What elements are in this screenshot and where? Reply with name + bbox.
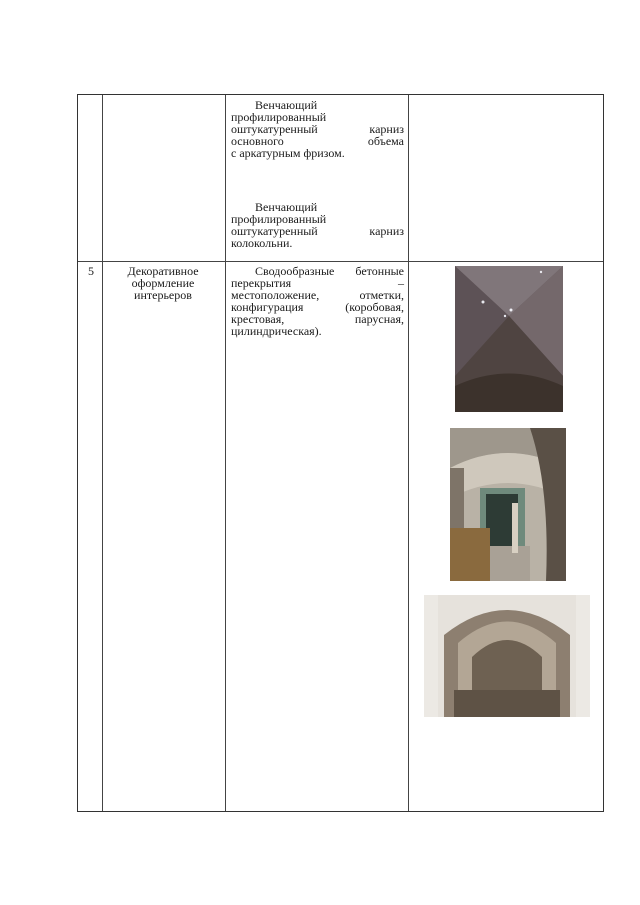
row-number: 5 [88,264,94,278]
vault-photo-corridor [450,428,566,581]
row-category [104,265,222,301]
heritage-table [77,94,604,812]
text-line: цилиндрическая). [231,324,322,338]
vault-photo-cross [455,266,563,412]
row-description [231,265,404,337]
column-divider [408,95,409,811]
text-line: основного объема [231,134,404,148]
text-line: Сводообразные бетонные [255,264,404,278]
row4-paragraph-2 [231,201,404,249]
text-line: конфигурация (коробовая, [231,300,404,314]
text-line: перекрытия – [231,276,404,290]
text-line: оштукатуренный карниз [231,224,404,238]
text-line: Декоративное [127,264,199,278]
text-line: Венчающий [255,200,318,214]
row4-paragraph-1 [231,99,404,159]
text-line: колокольни. [231,236,293,250]
text-line: профилированный [231,110,327,124]
column-divider [102,95,103,811]
text-line: профилированный [231,212,327,226]
column-divider [225,95,226,811]
vault-photo-arch [424,595,590,717]
text-line: оформление [131,276,195,290]
text-line: с аркатурным фризом. [231,146,345,160]
text-line: местоположение, отметки, [231,288,404,302]
text-line: интерьеров [134,288,192,302]
text-line: крестовая, парусная, [231,312,404,326]
text-line: оштукатуренный карниз [231,122,404,136]
text-line: Венчающий [255,98,318,112]
row-divider [78,261,603,262]
